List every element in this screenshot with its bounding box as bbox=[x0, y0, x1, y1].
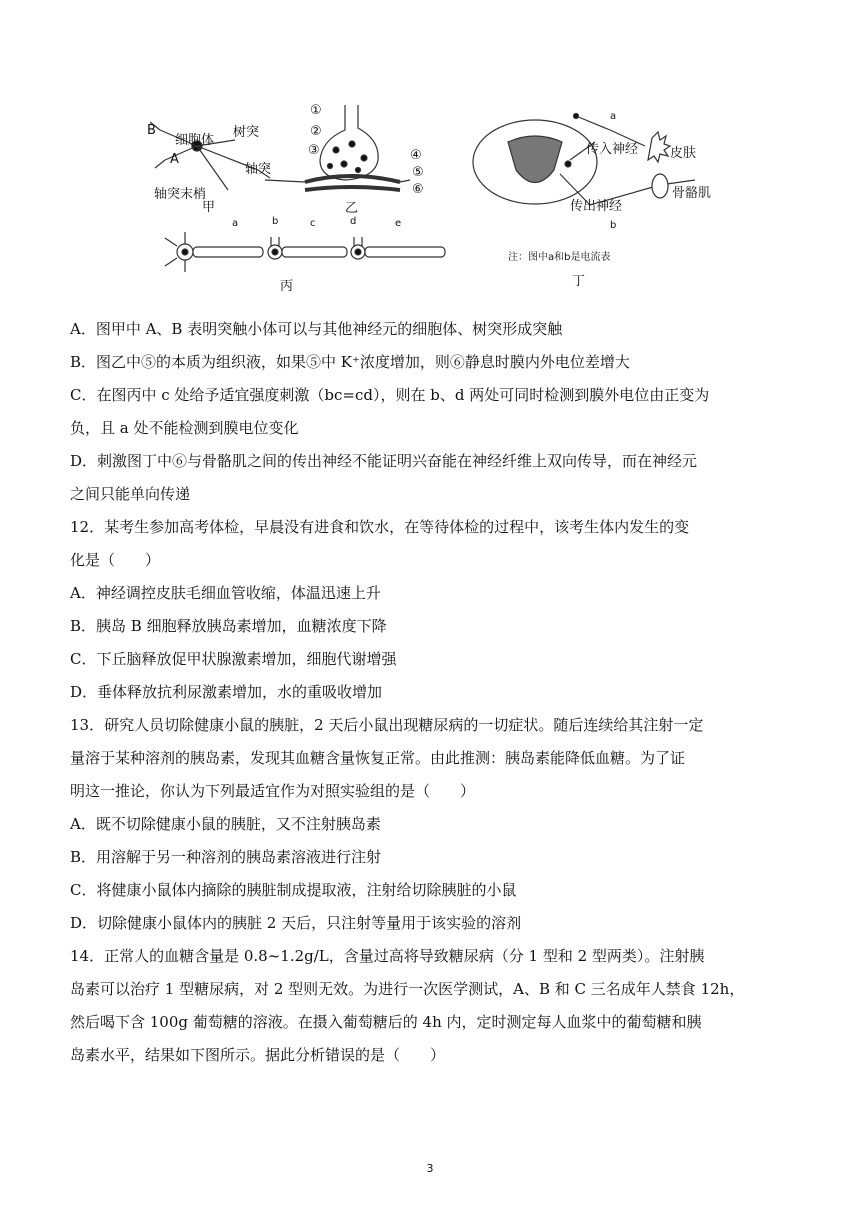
bing-label-b: b bbox=[272, 216, 279, 227]
jia-label-axon-end: 轴突末梢 bbox=[154, 187, 207, 202]
text-line: 量溶于某种溶剂的胰岛素，发现其血糖含量恢复正常。由此推测：胰岛素能降低血糖。为了证 bbox=[70, 749, 686, 767]
text-line: C．在图丙中 c 处给予适宜强度刺激（bc=cd），则在 b、d 两处可同时检测到膜外电位由正变为 bbox=[70, 386, 710, 404]
text-line: A．既不切除健康小鼠的胰脏，又不注射胰岛素 bbox=[70, 815, 381, 833]
yi-label-4: ④ bbox=[410, 148, 422, 163]
yi-label-3: ③ bbox=[308, 143, 320, 158]
ding-note: 注：图中a和b是电流表 bbox=[508, 252, 611, 263]
bing-caption: 丙 bbox=[280, 279, 294, 294]
text-line: 岛素水平，结果如下图所示。据此分析错误的是（ ） bbox=[70, 1046, 446, 1064]
text-line: 化是（ ） bbox=[70, 551, 161, 569]
text-line: 明这一推论，你认为下列最适宜作为对照实验组的是（ ） bbox=[70, 782, 476, 800]
jia-label-a: A bbox=[170, 152, 179, 167]
figure-drawing bbox=[140, 100, 720, 295]
text-line: 14．正常人的血糖含量是 0.8~1.2g/L，含量过高将导致糖尿病（分 1 型和 2 型两类）。注射胰 bbox=[70, 947, 705, 965]
text-line: A．图甲中 A、B 表明突触小体可以与其他神经元的细胞体、树突形成突触 bbox=[70, 320, 563, 338]
neuron-figure bbox=[140, 100, 720, 295]
ding-label-afferent: 传入神经 bbox=[586, 142, 639, 157]
text-line: 13．研究人员切除健康小鼠的胰脏，2 天后小鼠出现糖尿病的一切症状。随后连续给其注射一定 bbox=[70, 716, 704, 734]
page-number: 3 bbox=[426, 1162, 434, 1175]
yi-label-1: ① bbox=[310, 103, 322, 118]
text-line: 12．某考生参加高考体检，早晨没有进食和饮水，在等待体检的过程中，该考生体内发生的变 bbox=[70, 518, 690, 536]
text-line: D．垂体释放抗利尿激素增加，水的重吸收增加 bbox=[70, 683, 383, 701]
ding-label-b: b bbox=[610, 220, 617, 231]
ding-label-skin: 皮肤 bbox=[670, 146, 697, 161]
bing-label-c: c bbox=[310, 218, 316, 229]
bing-label-a: a bbox=[232, 218, 239, 229]
bing-label-d: d bbox=[350, 216, 357, 227]
yi-label-5: ⑤ bbox=[412, 165, 424, 180]
jia-label-axon: 轴突 bbox=[245, 162, 272, 177]
yi-caption: 乙 bbox=[345, 201, 359, 216]
bing-label-e: e bbox=[395, 218, 402, 229]
text-line: 岛素可以治疗 1 型糖尿病，对 2 型则无效。为进行一次医学测试，A、B 和 C 三名成年人禁食 12h， bbox=[70, 980, 745, 998]
text-line: 之间只能单向传递 bbox=[70, 485, 191, 503]
text-line: D．刺激图丁中⑥与骨骼肌之间的传出神经不能证明兴奋能在神经纤维上双向传导，而在神经元 bbox=[70, 452, 698, 470]
jia-label-dendrite: 树突 bbox=[233, 125, 260, 140]
text-line: A．神经调控皮肤毛细血管收缩，体温迅速上升 bbox=[70, 584, 381, 602]
text-line: B．胰岛 B 细胞释放胰岛素增加，血糖浓度下降 bbox=[70, 617, 387, 635]
ding-label-a: a bbox=[610, 111, 617, 122]
yi-label-2: ② bbox=[310, 124, 322, 139]
jia-label-soma: 细胞体 bbox=[175, 133, 215, 148]
ding-caption: 丁 bbox=[572, 274, 586, 289]
text-line: 负，且 a 处不能检测到膜电位变化 bbox=[70, 419, 299, 437]
yi-label-6: ⑥ bbox=[412, 182, 424, 197]
text-line: C．下丘脑释放促甲状腺激素增加，细胞代谢增强 bbox=[70, 650, 397, 668]
text-line: C．将健康小鼠体内摘除的胰脏制成提取液，注射给切除胰脏的小鼠 bbox=[70, 881, 517, 899]
ding-label-efferent: 传出神经 bbox=[570, 199, 623, 214]
text-line: B．用溶解于另一种溶剂的胰岛素溶液进行注射 bbox=[70, 848, 382, 866]
text-line: 然后喝下含 100g 葡萄糖的溶液。在摄入葡萄糖后的 4h 内，定时测定每人血浆中的葡萄糖和胰 bbox=[70, 1013, 702, 1031]
figure-bing bbox=[165, 232, 445, 272]
figure-yi bbox=[265, 105, 410, 190]
jia-caption: 甲 bbox=[202, 200, 216, 215]
jia-label-b: B bbox=[147, 123, 156, 138]
text-line: B．图乙中⑤的本质为组织液，如果⑤中 K⁺浓度增加，则⑥静息时膜内外电位差增大 bbox=[70, 353, 630, 371]
question-text bbox=[70, 313, 800, 1072]
text-line: D．切除健康小鼠体内的胰脏 2 天后，只注射等量用于该实验的溶剂 bbox=[70, 914, 522, 932]
ding-label-muscle: 骨骼肌 bbox=[672, 186, 712, 201]
figure-ding bbox=[473, 114, 695, 206]
